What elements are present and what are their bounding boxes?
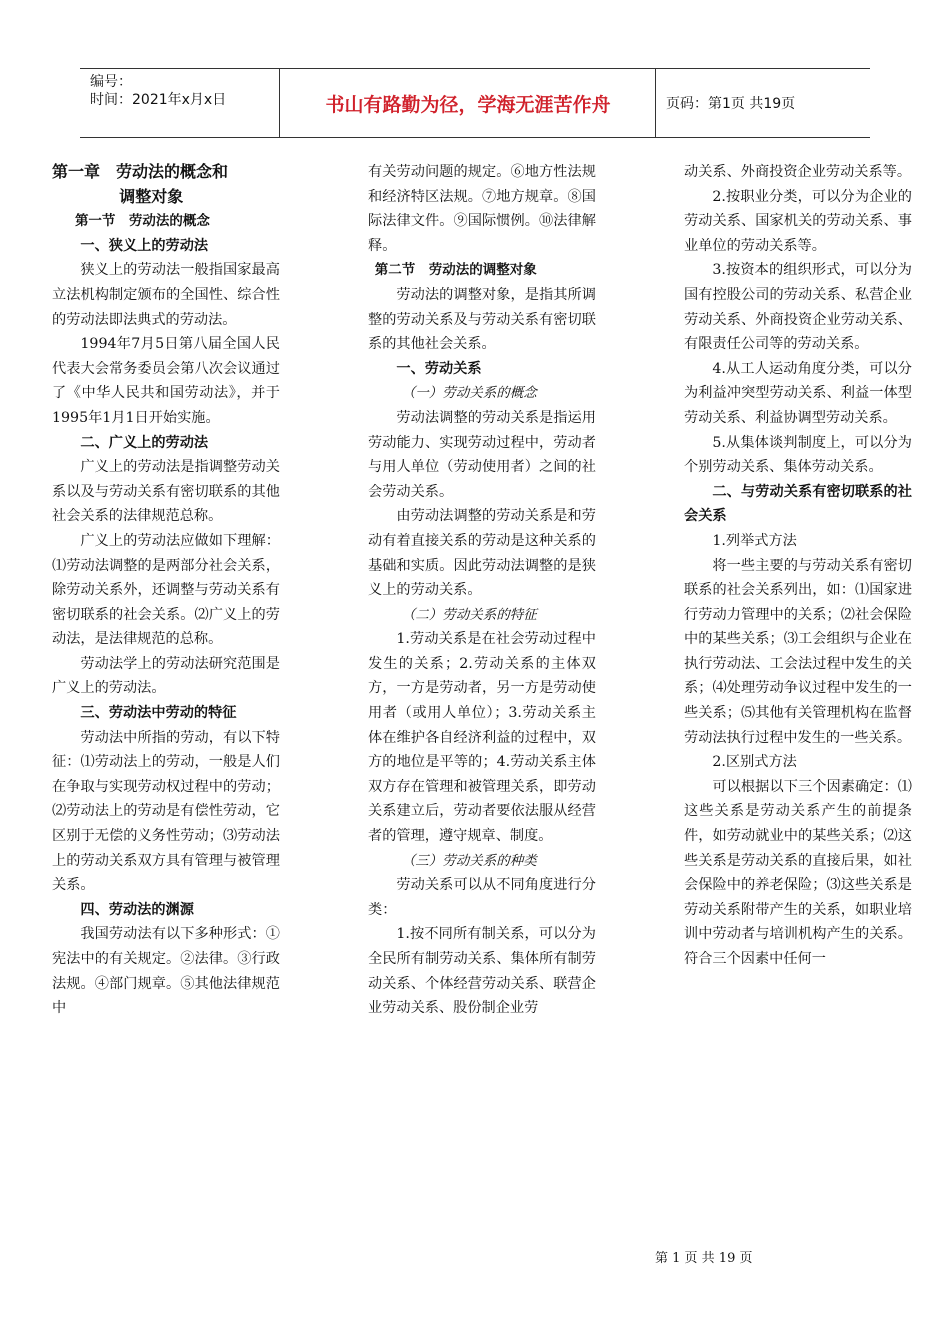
paragraph: 劳动法中所指的劳动，有以下特征：⑴劳动法上的劳动，一般是人们在争取与实现劳动权过程中的劳动；⑵劳动法上的劳动是有偿性劳动，它区别于无偿的义务性劳动；⑶劳动法上的劳动关系双方具有管理与被管理关系。 <box>52 729 280 894</box>
sub-subheading: （一）劳动关系的概念 <box>401 385 537 402</box>
header-motto: 书山有路勤为径，学海无涯苦作舟 <box>281 69 656 137</box>
paragraph: 劳动法调整的劳动关系是指运用劳动能力、实现劳动过程中，劳动者与用人单位（劳动使用者）之间的社会劳动关系。 <box>368 409 596 500</box>
page-footer: 第 1 页 共 19 页 <box>655 1251 753 1266</box>
method-label: 2.区别式方法 <box>712 754 797 771</box>
paragraph: 有关劳动问题的规定。⑥地方性法规和经济特区法规。⑦地方规章。⑧国际法律文件。⑨国际惯例。⑩法律解释。 <box>368 164 596 254</box>
paragraph: 3.按资本的组织形式，可以分为国有控股公司的劳动关系、私营企业劳动关系、外商投资企业劳动关系、有限责任公司等的劳动关系。 <box>684 262 912 353</box>
paragraph: 2.按职业分类，可以分为企业的劳动关系、国家机关的劳动关系、事业单位的劳动关系等。 <box>684 188 912 254</box>
column-3 <box>684 160 912 972</box>
paragraph: 广义上的劳动法应做如下理解：⑴劳动法调整的是两部分社会关系，除劳动关系外，还调整与劳动关系有密切联系的社会关系。⑵广义上的劳动法，是法律规范的总称。 <box>52 532 280 648</box>
section-title: 第二节 劳动法的调整对象 <box>374 262 537 279</box>
paragraph: 动关系、外商投资企业劳动关系等。 <box>684 164 912 180</box>
subheading: 四、劳动法的渊源 <box>80 901 194 918</box>
paragraph: 由劳动法调整的劳动关系是和劳动有着直接关系的劳动是这种关系的基础和实质。因此劳动法调整的是狭义上的劳动关系。 <box>368 508 596 599</box>
subheading: 三、劳动法中劳动的特征 <box>80 705 237 722</box>
paragraph: 劳动关系可以从不同角度进行分类： <box>368 877 596 918</box>
section-title: 第一节 劳动法的概念 <box>74 213 210 230</box>
paragraph: 我国劳动法有以下多种形式：①宪法中的有关规定。②法律。③行政法规。④部门规章。⑤其他法律规范中 <box>52 926 280 1017</box>
method-label: 1.列举式方法 <box>712 532 797 549</box>
paragraph: 可以根据以下三个因素确定：⑴这些关系是劳动关系产生的前提条件，如劳动就业中的某些关系；⑵这些关系是劳动关系的直接后果，如社会保险中的养老保险；⑶这些关系是劳动关系附带产生的关系，如职业培训中劳动者与培训机构产生的关系。符合三个因素中任何一 <box>684 778 912 967</box>
header-left-cell <box>80 69 280 137</box>
sub-subheading: （三）劳动关系的种类 <box>401 852 537 869</box>
paragraph: 5.从集体谈判制度上，可以分为个别劳动关系、集体劳动关系。 <box>684 434 912 476</box>
paragraph: 劳动法的调整对象，是指其所调整的劳动关系及与劳动关系有密切联系的其他社会关系。 <box>368 286 596 353</box>
paragraph: 1.按不同所有制关系，可以分为全民所有制劳动关系、集体所有制劳动关系、个体经营劳动关系、联营企业劳动关系、股份制企业劳 <box>368 926 596 1017</box>
paragraph: 1994年7月5日第八届全国人民代表大会常务委员会第八次会议通过了《中华人民共和国劳动法》，并于1995年1月1日开始实施。 <box>52 336 280 426</box>
column-2 <box>368 160 596 1021</box>
subheading: 一、劳动关系 <box>396 360 482 377</box>
number-label: 编号： <box>90 74 132 90</box>
chapter-title-line1: 第一章 劳动法的概念和 <box>52 162 229 181</box>
paragraph: 4.从工人运动角度分类，可以分为利益冲突型劳动关系、利益一体型劳动关系、利益协调型劳动关系。 <box>684 360 912 426</box>
paragraph: 广义上的劳动法是指调整劳动关系以及与劳动关系有密切联系的其他社会关系的法律规范总称。 <box>52 459 280 525</box>
paragraph: 狭义上的劳动法一般指国家最高立法机构制定颁布的全国性、综合性的劳动法即法典式的劳动法。 <box>52 262 280 328</box>
column-1 <box>52 160 280 1021</box>
paragraph: 1.劳动关系是在社会劳动过程中发生的关系；2.劳动关系的主体双方，一方是劳动者，另一方是劳动使用者（或用人单位）；3.劳动关系主体在维护各自经济利益的过程中，双方的地位是平等的；4.劳动关系主体双方存在管理和被管理关系，即劳动关系建立后，劳动者要依法服从经营者的管理，遵守规章、制度。 <box>368 631 596 845</box>
sub-subheading: （二）劳动关系的特征 <box>401 606 537 623</box>
paragraph: 将一些主要的与劳动关系有密切联系的社会关系列出，如：⑴国家进行劳动力管理中的关系；⑵社会保险中的某些关系；⑶工会组织与企业在执行劳动法、工会法过程中发生的关系；⑷处理劳动争议过程中发生的一些关系；⑸其他有关管理机构在监督劳动法执行过程中发生的一些关系。 <box>684 557 912 746</box>
paragraph: 劳动法学上的劳动法研究范围是广义上的劳动法。 <box>52 655 280 697</box>
subheading: 二、与劳动关系有密切联系的社会关系 <box>684 483 912 525</box>
subheading: 一、狭义上的劳动法 <box>80 237 209 254</box>
date-line: 时间：2021年x月x日 <box>90 92 227 108</box>
chapter-title <box>52 160 280 209</box>
chapter-title-line2: 调整对象 <box>119 186 184 206</box>
page-header <box>80 68 870 138</box>
subheading: 二、广义上的劳动法 <box>80 434 209 451</box>
header-page-info: 页码：第1页 共19页 <box>666 96 796 112</box>
